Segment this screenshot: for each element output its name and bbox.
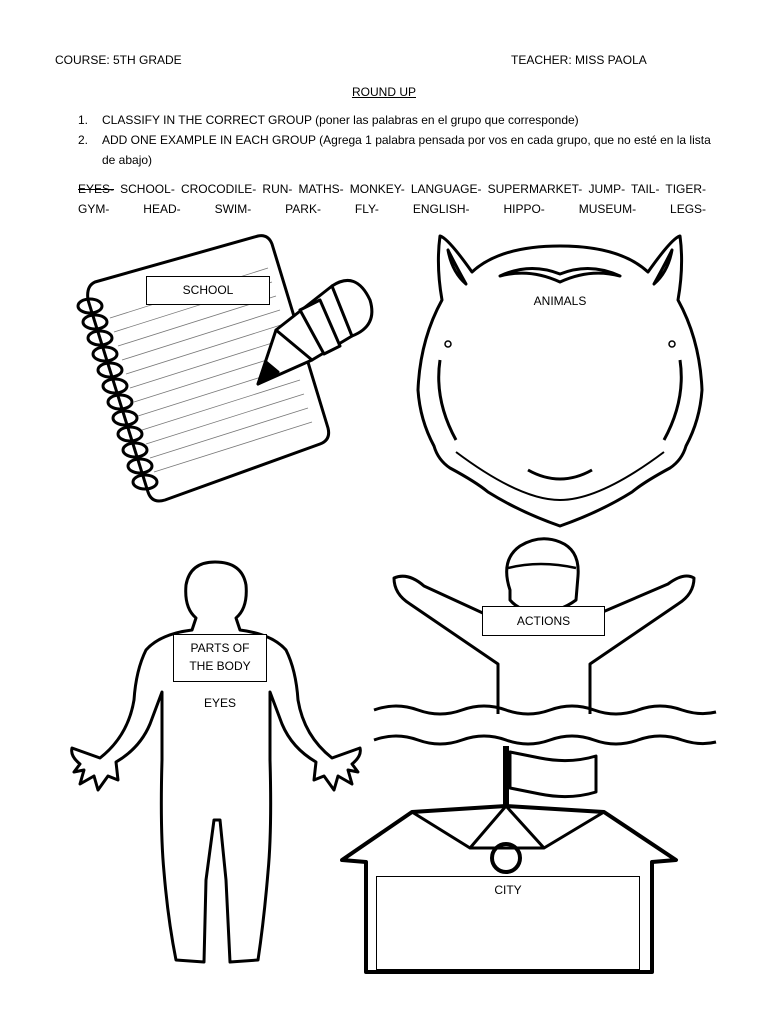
worksheet-title: ROUND UP <box>351 85 416 99</box>
instruction-1: 1. CLASSIFY IN THE CORRECT GROUP (poner las palabras en el grupo que corresponde) <box>78 113 579 127</box>
word-item: MONKEY- <box>349 182 405 196</box>
word-item: LANGUAGE- <box>410 182 482 196</box>
group-label-school: SCHOOL <box>146 276 270 305</box>
word-item: GYM- <box>78 202 110 216</box>
word-item: MUSEUM- <box>578 202 637 216</box>
word-item: TAIL- <box>631 182 660 196</box>
group-label-actions: ACTIONS <box>482 606 605 636</box>
word-item: FLY- <box>354 202 379 216</box>
word-item: CROCODILE- <box>180 182 257 196</box>
word-item: SWIM- <box>214 202 252 216</box>
word-item: TIGER- <box>665 182 707 196</box>
group-label-animals: ANIMALS <box>533 294 587 308</box>
word-item: JUMP- <box>588 182 626 196</box>
word-item: RUN- <box>262 182 293 196</box>
tiger-face-illustration <box>418 236 702 526</box>
body-example-word: EYES <box>203 696 236 710</box>
word-item: MATHS- <box>298 182 344 196</box>
swimmer-illustration <box>374 539 716 744</box>
word-item: SCHOOL- <box>120 182 175 196</box>
body-outline-illustration <box>72 562 361 962</box>
word-item: SUPERMARKET- <box>487 182 583 196</box>
word-item: PARK- <box>285 202 321 216</box>
word-item: ENGLISH- <box>412 202 470 216</box>
teacher-label: TEACHER: MISS PAOLA <box>511 53 647 67</box>
group-label-parts-of-body: PARTS OF THE BODY <box>173 634 267 682</box>
word-item: EYES- <box>78 182 115 196</box>
word-item: HEAD- <box>143 202 181 216</box>
course-label: COURSE: 5TH GRADE <box>55 53 182 67</box>
word-item: LEGS- <box>670 202 707 216</box>
word-item: HIPPO- <box>503 202 545 216</box>
group-label-city: CITY <box>376 876 640 970</box>
instruction-2: 2. ADD ONE EXAMPLE IN EACH GROUP (Agrega 1 palabra pensada por vos en cada grupo, que no esté en la lista de abajo) <box>78 133 711 167</box>
